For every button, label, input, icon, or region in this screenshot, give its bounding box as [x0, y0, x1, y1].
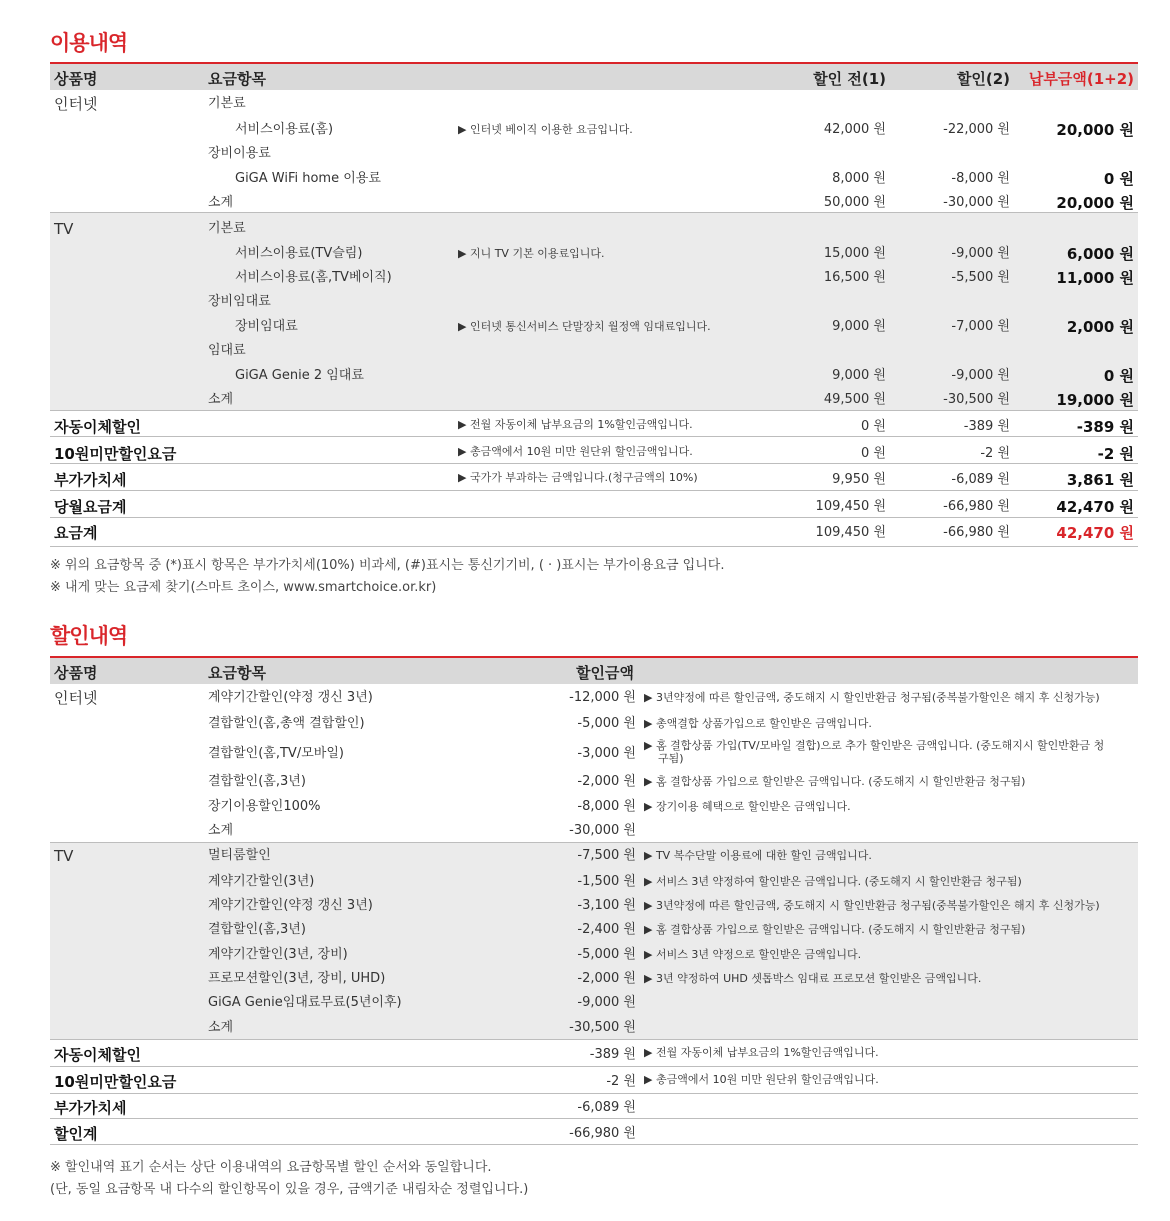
- usage-footnote-1: ※ 위의 요금항목 중 (*)표시 항목은 부가가치세(10%) 비과세, (#)표시는 통신기기비, ( · )표시는 부가이용요금 입니다.: [50, 558, 725, 573]
- item-note: ▶ 전월 자동이체 납부요금의 1%할인금액입니다.: [458, 418, 693, 431]
- discount-amount: -30,000 원: [569, 823, 636, 838]
- amount-before: 0 원: [861, 419, 886, 434]
- fee-item: 소계: [208, 392, 234, 407]
- discount-item: 결합할인(홈,3년): [208, 774, 306, 789]
- divider: [50, 490, 1138, 491]
- discount-item: 소계: [208, 823, 234, 838]
- discount-item: 멀티룸할인: [208, 848, 271, 863]
- amount-pay: 0 원: [1103, 170, 1134, 188]
- amount-discount: -66,980 원: [943, 525, 1010, 540]
- discount-footnote-2: (단, 동일 요금항목 내 다수의 할인항목이 있을 경우, 금액기준 내림차순 정렬입니다.): [50, 1182, 529, 1197]
- discount-amount: -30,500 원: [569, 1020, 636, 1035]
- amount-discount: -2 원: [980, 446, 1010, 461]
- amount-before: 15,000 원: [823, 246, 886, 261]
- header-item: 요금항목: [208, 664, 266, 682]
- discount-amount: -3,100 원: [577, 898, 636, 913]
- fee-item: 장비임대료: [235, 319, 298, 334]
- discount-note: ▶ 홈 결합상품 가입으로 할인받은 금액입니다. (중도해지 시 할인반환금 청구됨): [644, 775, 1026, 788]
- fee-item: 장비이용료: [208, 146, 271, 161]
- header-product: 상품명: [54, 70, 98, 88]
- amount-before: 109,450 원: [815, 525, 886, 540]
- discount-item: 장기이용할인100%: [208, 799, 321, 814]
- amount-pay: 20,000 원: [1056, 121, 1134, 139]
- discount-item: 계약기간할인(약정 갱신 3년): [208, 690, 373, 705]
- amount-discount: -66,980 원: [943, 499, 1010, 514]
- discount-note: ▶ 서비스 3년 약정으로 할인받은 금액입니다.: [644, 948, 862, 961]
- amount-discount: -8,000 원: [951, 171, 1010, 186]
- product-name: TV: [54, 847, 74, 865]
- fee-item: 기본료: [208, 96, 246, 111]
- divider: [50, 1118, 1138, 1119]
- header-discount: 할인(2): [956, 70, 1010, 88]
- discount-item: 계약기간할인(3년): [208, 874, 315, 889]
- discount-note: ▶ 3년약정에 따른 할인금액, 중도해지 시 할인반환금 청구됨(중복불가할인은 해지 후 신청가능): [644, 691, 1100, 704]
- amount-pay: 42,470 원: [1056, 524, 1134, 542]
- fee-item: 장비임대료: [208, 294, 271, 309]
- discount-amount: -12,000 원: [569, 690, 636, 705]
- product-name: 10원미만할인요금: [54, 445, 177, 463]
- divider: [50, 546, 1138, 547]
- discount-table-header: [50, 656, 1138, 684]
- divider: [50, 1093, 1138, 1094]
- amount-discount: -30,500 원: [943, 392, 1010, 407]
- fee-item: 기본료: [208, 221, 246, 236]
- discount-note: ▶ 총액결합 상품가입으로 할인받은 금액입니다.: [644, 717, 872, 730]
- amount-pay: 11,000 원: [1056, 269, 1134, 287]
- header-item: 요금항목: [208, 70, 266, 88]
- discount-item: 계약기간할인(약정 갱신 3년): [208, 898, 373, 913]
- amount-discount: -6,089 원: [951, 472, 1010, 487]
- divider: [50, 410, 1138, 411]
- discount-amount: -2,000 원: [577, 971, 636, 986]
- amount-before: 50,000 원: [823, 195, 886, 210]
- fee-item: GiGA Genie 2 임대료: [235, 368, 364, 383]
- amount-pay: 3,861 원: [1066, 471, 1134, 489]
- item-note: ▶ 인터넷 베이직 이용한 요금입니다.: [458, 123, 633, 136]
- amount-discount: -30,000 원: [943, 195, 1010, 210]
- product-name: 인터넷: [54, 689, 98, 707]
- item-note: ▶ 인터넷 통신서비스 단말장치 월정액 임대료입니다.: [458, 320, 711, 333]
- divider: [50, 517, 1138, 518]
- discount-amount: -2,400 원: [577, 922, 636, 937]
- discount-item: 결합할인(홈,TV/모바일): [208, 746, 344, 761]
- amount-before: 8,000 원: [832, 171, 886, 186]
- amount-discount: -7,000 원: [951, 319, 1010, 334]
- discount-amount: -66,980 원: [569, 1126, 636, 1141]
- discount-amount: -9,000 원: [577, 995, 636, 1010]
- discount-footnote-1: ※ 할인내역 표기 순서는 상단 이용내역의 요금항목별 할인 순서와 동일합니다.: [50, 1160, 492, 1175]
- amount-discount: -9,000 원: [951, 246, 1010, 261]
- product-name: 당월요금계: [54, 498, 127, 516]
- discount-item: 결합할인(홈,총액 결합할인): [208, 716, 365, 731]
- discount-note: ▶ 서비스 3년 약정하여 할인받은 금액입니다. (중도해지 시 할인반환금 청구됨): [644, 875, 1022, 888]
- discount-amount: -7,500 원: [577, 848, 636, 863]
- divider: [50, 1144, 1138, 1145]
- divider: [50, 842, 1138, 843]
- discount-note: ▶ 3년 약정하여 UHD 셋톱박스 임대료 프로모션 할인받은 금액입니다.: [644, 972, 982, 985]
- amount-before: 16,500 원: [823, 270, 886, 285]
- product-name: 할인계: [54, 1125, 98, 1143]
- amount-pay: 42,470 원: [1056, 498, 1134, 516]
- divider: [50, 463, 1138, 464]
- header-pay: 납부금액(1+2): [1028, 70, 1134, 88]
- discount-item: 소계: [208, 1020, 234, 1035]
- fee-item: GiGA WiFi home 이용료: [235, 171, 381, 186]
- amount-before: 42,000 원: [823, 122, 886, 137]
- product-name: 자동이체할인: [54, 1046, 141, 1064]
- fee-item: 서비스이용료(홈): [235, 122, 334, 137]
- discount-item: GiGA Genie임대료무료(5년이후): [208, 995, 402, 1010]
- amount-before: 9,950 원: [832, 472, 886, 487]
- amount-discount: -389 원: [963, 419, 1010, 434]
- amount-before: 9,000 원: [832, 319, 886, 334]
- discount-amount: -8,000 원: [577, 799, 636, 814]
- fee-item: 서비스이용료(홈,TV베이직): [235, 270, 392, 285]
- discount-amount: -5,000 원: [577, 947, 636, 962]
- discount-amount: -1,500 원: [577, 874, 636, 889]
- amount-before: 49,500 원: [823, 392, 886, 407]
- header-before: 할인 전(1): [813, 70, 886, 88]
- amount-discount: -9,000 원: [951, 368, 1010, 383]
- header-amount: 할인금액: [576, 664, 634, 682]
- discount-item: 결합할인(홈,3년): [208, 922, 306, 937]
- usage-section-title: 이용내역: [50, 31, 128, 55]
- divider: [50, 1066, 1138, 1067]
- amount-discount: -22,000 원: [943, 122, 1010, 137]
- discount-note: ▶ 장기이용 혜택으로 할인받은 금액입니다.: [644, 800, 851, 813]
- product-name: 부가가치세: [54, 471, 127, 489]
- amount-pay: 2,000 원: [1066, 318, 1134, 336]
- fee-item: 서비스이용료(TV슬림): [235, 246, 363, 261]
- discount-amount: -2 원: [606, 1074, 636, 1089]
- item-note: ▶ 총금액에서 10원 미만 원단위 할인금액입니다.: [458, 445, 693, 458]
- discount-amount: -6,089 원: [577, 1100, 636, 1115]
- discount-note: ▶ 총금액에서 10원 미만 원단위 할인금액입니다.: [644, 1073, 879, 1086]
- discount-note: ▶ TV 복수단말 이용료에 대한 할인 금액입니다.: [644, 849, 872, 862]
- discount-note: ▶ 홈 결합상품 가입으로 할인받은 금액입니다. (중도해지 시 할인반환금 청구됨): [644, 923, 1026, 936]
- discount-table: [50, 656, 1138, 1146]
- amount-discount: -5,500 원: [951, 270, 1010, 285]
- usage-table: [50, 62, 1138, 548]
- product-name: TV: [54, 220, 74, 238]
- amount-pay: -2 원: [1097, 445, 1134, 463]
- amount-before: 9,000 원: [832, 368, 886, 383]
- discount-item: 프로모션할인(3년, 장비, UHD): [208, 971, 386, 986]
- product-name: 10원미만할인요금: [54, 1073, 177, 1091]
- discount-note: ▶ 3년약정에 따른 할인금액, 중도해지 시 할인반환금 청구됨(중복불가할인은 해지 후 신청가능): [644, 899, 1100, 912]
- discount-item: 계약기간할인(3년, 장비): [208, 947, 348, 962]
- fee-item: 임대료: [208, 343, 246, 358]
- discount-amount: -5,000 원: [577, 716, 636, 731]
- item-note: ▶ 국가가 부과하는 금액입니다.(청구금액의 10%): [458, 471, 698, 484]
- usage-footnote-2: ※ 내게 맞는 요금제 찾기(스마트 초이스, www.smartchoice.or.kr): [50, 580, 437, 595]
- amount-pay: 6,000 원: [1066, 245, 1134, 263]
- header-product: 상품명: [54, 664, 98, 682]
- amount-pay: 19,000 원: [1056, 391, 1134, 409]
- discount-note: ▶ 홈 결합상품 가입(TV/모바일 결합)으로 추가 할인받은 금액입니다. (중도해지시 할인반환금 청: [644, 739, 1105, 752]
- amount-pay: 20,000 원: [1056, 194, 1134, 212]
- discount-amount: -3,000 원: [577, 746, 636, 761]
- amount-before: 109,450 원: [815, 499, 886, 514]
- discount-note: ▶ 전월 자동이체 납부요금의 1%할인금액입니다.: [644, 1046, 879, 1059]
- usage-table-header: [50, 62, 1138, 90]
- amount-pay: 0 원: [1103, 367, 1134, 385]
- product-name: 요금계: [54, 524, 98, 542]
- item-note: ▶ 지니 TV 기본 이용료입니다.: [458, 247, 605, 260]
- amount-pay: -389 원: [1076, 418, 1134, 436]
- product-name: 인터넷: [54, 95, 98, 113]
- product-name: 자동이체할인: [54, 418, 141, 436]
- divider: [50, 1039, 1138, 1040]
- product-name: 부가가치세: [54, 1099, 127, 1117]
- fee-item: 소계: [208, 195, 234, 210]
- discount-section-title: 할인내역: [50, 624, 128, 648]
- amount-before: 0 원: [861, 446, 886, 461]
- discount-note: 구됨): [658, 752, 684, 765]
- discount-amount: -2,000 원: [577, 774, 636, 789]
- discount-amount: -389 원: [589, 1047, 636, 1062]
